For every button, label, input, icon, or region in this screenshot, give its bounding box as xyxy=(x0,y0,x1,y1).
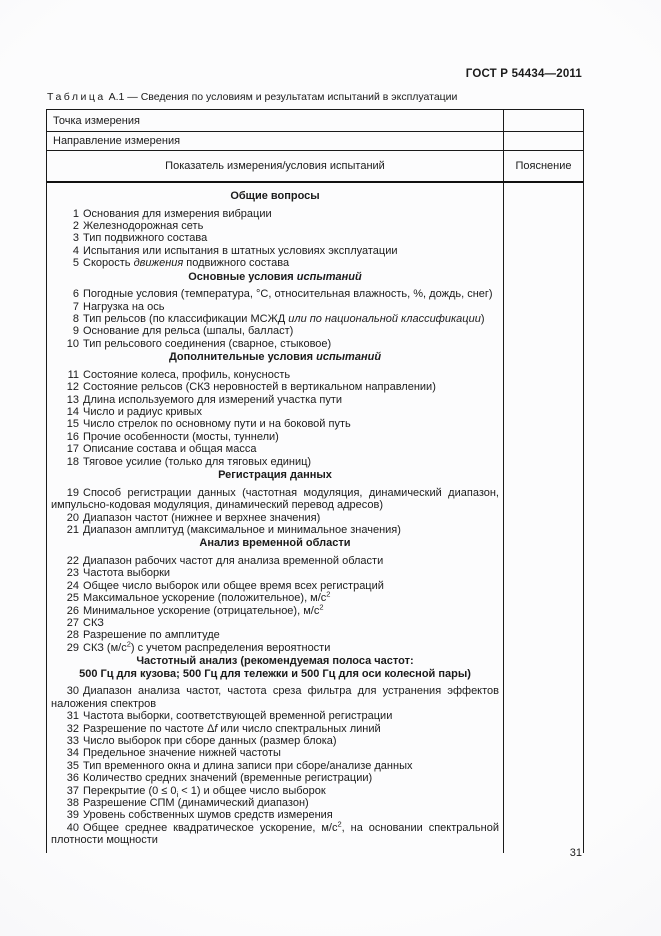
item-number: 40 xyxy=(66,821,79,834)
item-number: 15 xyxy=(66,418,79,431)
section-heading-line: Основные условия испытаний xyxy=(188,270,362,283)
table-item: 30 Диапазон анализа частот, частота среза фильтра для устранения эффектов наложения спектров xyxy=(51,685,499,710)
section-heading-line: Дополнительные условия испытаний xyxy=(168,351,382,364)
item-number: 7 xyxy=(72,300,79,313)
indicator-cell-content xyxy=(47,183,503,853)
item-number: 33 xyxy=(66,734,79,747)
item-number: 16 xyxy=(66,430,79,443)
item-number: 23 xyxy=(66,567,79,580)
page-number: 31 xyxy=(569,847,582,859)
item-number: 6 xyxy=(72,288,79,301)
table-item: 4 Испытания или испытания в штатных условиях эксплуатации xyxy=(51,245,499,257)
table-item: 2 Железнодорожная сеть xyxy=(51,220,499,232)
table-caption-text: А.1 — Сведения по условиям и результатам испытаний в эксплуатации xyxy=(108,91,458,103)
table-item: 35 Тип временного окна и длина записи при сборе/анализе данных xyxy=(66,759,413,772)
table-item: 20 Диапазон частот (нижнее и верхнее значения) xyxy=(66,511,321,524)
item-number: 22 xyxy=(66,554,79,567)
item-number: 17 xyxy=(66,443,79,456)
table-item: 32 Разрешение по частоте Δf или число спектральных линий xyxy=(66,722,381,735)
standard-number: ГОСТ Р 54434—2011 xyxy=(465,68,582,80)
measurement-point-label: Точка измерения xyxy=(47,110,504,131)
indicator-column-header: Показатель измерения/условия испытаний xyxy=(47,151,504,181)
table-item: 14 Число и радиус кривых xyxy=(66,406,202,419)
table-item: 1 Основания для измерения вибрации xyxy=(51,208,499,220)
table-item: 5 Скорость движения подвижного состава xyxy=(51,257,499,269)
item-number: 34 xyxy=(66,747,79,760)
item-number: 13 xyxy=(66,393,79,406)
table-caption xyxy=(47,91,457,103)
table-item: 29 СКЗ $(м/с^2)$ с учетом распределения вероятности xyxy=(66,639,331,654)
table-item: 17 Описание состава и общая масса xyxy=(66,443,257,456)
table-item: 6 Погодные условия (температура, °С, относительная влажность, %, дождь, снег) xyxy=(51,288,499,300)
table-item: 13 Длина используемого для измерений участка пути xyxy=(66,393,343,406)
item-number: 5 xyxy=(72,257,79,270)
item-number: 12 xyxy=(66,381,79,394)
section-heading xyxy=(51,190,499,203)
item-number: 21 xyxy=(66,523,79,536)
item-number: 27 xyxy=(66,616,79,629)
measurement-point-value-cell xyxy=(504,110,583,131)
section-heading xyxy=(51,655,499,680)
table-item: 26 Минимальное ускорение (отрицательное), $м/с^2$ xyxy=(66,601,324,617)
table-caption-label: Таблица xyxy=(47,91,106,103)
table-item: 24 Общее число выборок или общее время всех регистраций xyxy=(66,579,384,592)
section-heading-line: Частотный анализ (рекомендуемая полоса частот: xyxy=(136,655,414,668)
table-item: 38 Разрешение СПМ (динамический диапазон) xyxy=(66,797,309,809)
item-number: 26 xyxy=(66,604,79,617)
item-number: 24 xyxy=(66,579,79,592)
item-number: 19 xyxy=(66,486,79,499)
item-number: 20 xyxy=(66,511,79,524)
item-number: 28 xyxy=(66,629,79,642)
table-item: 19 Способ регистрации данных (частотная модуляция, динамический диапазон, импульсно-кодовая модуляция, динамический перевод адресов) xyxy=(51,486,499,512)
measurement-direction-row xyxy=(47,132,583,151)
explanation-column-header: Пояснение xyxy=(515,160,572,172)
table-item: 27 СКЗ xyxy=(66,616,104,629)
indicator-cell xyxy=(47,183,504,853)
table-item: 10 Тип рельсового соединения (сварное, стыковое) xyxy=(66,337,332,350)
item-number: 1 xyxy=(72,207,79,220)
table-item: 21 Диапазон амплитуд (максимальное и минимальное значения) xyxy=(66,523,401,536)
item-number: 35 xyxy=(66,759,79,772)
item-number: 2 xyxy=(72,220,79,232)
section-heading xyxy=(51,537,499,550)
table-item: 25 Максимальное ускорение (положительное), $м/с^2$ xyxy=(66,589,331,605)
measurement-direction-label: Направление измерения xyxy=(47,132,504,150)
item-number: 25 xyxy=(66,592,79,605)
table-item: 11 Состояние колеса, профиль, конусность xyxy=(67,368,291,381)
item-number: 36 xyxy=(66,772,79,785)
table-item: 40 Общее среднее квадратическое ускорение, $м/с^2$, на основании спектральной плотности мощности xyxy=(51,819,499,847)
section-heading-line: Регистрация данных xyxy=(218,469,332,482)
item-number: 3 xyxy=(72,232,79,245)
section-heading-line: 500 Гц для кузова; 500 Гц для тележки и 500 Гц для оси колесной пары) xyxy=(79,667,471,680)
section-heading xyxy=(51,271,499,284)
item-number: 18 xyxy=(66,455,79,468)
column-header-row xyxy=(47,151,583,183)
item-number: 30 xyxy=(66,685,79,698)
item-number: 14 xyxy=(66,406,79,419)
table-item: 23 Частота выборки xyxy=(66,567,171,580)
section-heading-line: Общие вопросы xyxy=(230,190,320,202)
item-number: 4 xyxy=(72,244,79,257)
table-item: 22 Диапазон рабочих частот для анализа временной области xyxy=(66,554,384,567)
table-item: 18 Тяговое усилие (только для тяговых единиц) xyxy=(66,455,312,468)
table-item: 9 Основание для рельса (шпалы, балласт) xyxy=(51,325,499,337)
table-item: 33 Число выборок при сборе данных (размер блока) xyxy=(66,734,337,747)
table-body-row xyxy=(47,183,583,853)
table-item: 12 Состояние рельсов (СКЗ неровностей в вертикальном направлении) xyxy=(66,381,436,394)
table-item: 8 Тип рельсов (по классификации МСЖД или по национальной классификации) xyxy=(51,313,499,325)
table-item: 15 Число стрелок по основному пути и на боковой путь xyxy=(66,418,351,431)
item-number: 39 xyxy=(66,809,79,822)
section-heading xyxy=(51,351,499,364)
table-item: 16 Прочие особенности (мосты, туннели) xyxy=(66,430,279,443)
table-item: 3 Тип подвижного состава xyxy=(51,232,499,244)
table-item: 7 Нагрузка на ось xyxy=(51,301,499,313)
section-heading-line: Анализ временной области xyxy=(199,537,351,550)
item-number: 31 xyxy=(66,710,79,723)
section-heading xyxy=(51,469,499,482)
table-item: 31 Частота выборки, соответствующей временной регистрации xyxy=(66,710,393,723)
table-item: 39 Уровень собственных шумов средств измерения xyxy=(66,809,333,822)
measurement-point-row xyxy=(47,110,583,132)
table-item: 37 Перекрытие $(0 \le 0_i < 1)$ и общее число выборок xyxy=(66,784,326,799)
measurement-direction-value-cell xyxy=(504,132,583,150)
item-number: 29 xyxy=(66,641,79,654)
item-number: 11 xyxy=(67,368,79,381)
item-number: 32 xyxy=(66,722,79,735)
table-item: 28 Разрешение по амплитуде xyxy=(66,629,220,642)
item-number: 37 xyxy=(66,784,79,797)
item-number: 10 xyxy=(66,337,79,350)
table-item: 34 Предельное значение нижней частоты xyxy=(66,747,281,760)
item-number: 9 xyxy=(72,325,79,338)
table-a1 xyxy=(46,109,584,853)
table-item: 36 Количество средних значений (временные регистрации) xyxy=(66,772,373,785)
item-number: 38 xyxy=(66,797,79,809)
item-number: 8 xyxy=(72,313,79,326)
explanation-cell xyxy=(504,183,583,853)
